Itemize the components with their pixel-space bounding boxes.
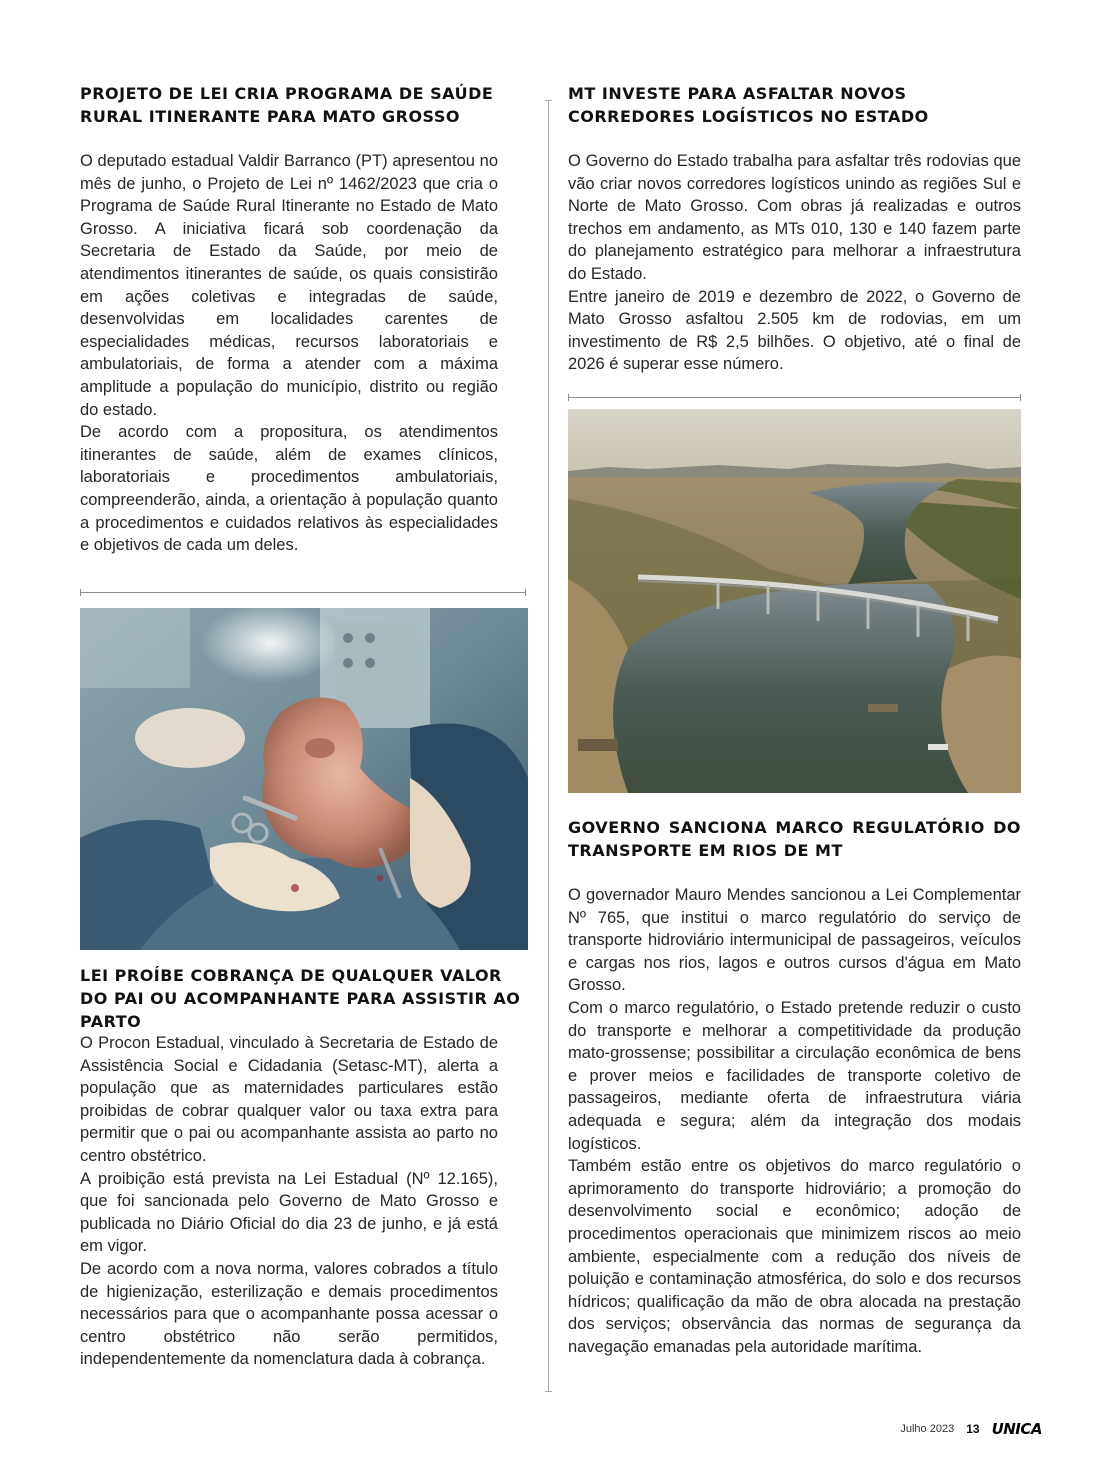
article-body-asfalto [568, 150, 1021, 376]
section-divider [80, 592, 526, 593]
page-number: 13 [966, 1422, 980, 1436]
article-title-marco-regulatorio: GOVERNO SANCIONA MARCO REGULATÓRIO DO TRANSPORTE EM RIOS DE MT [568, 818, 1021, 860]
paragraph: Também estão entre os objetivos do marco regulatório o aprimoramento do transporte hidroviário; a promoção do desenvolvimento social e econômico; adoção de procedimentos operacionais que minimizem riscos ao meio ambiente, especialmente com a redução dos níveis de poluição e contaminação atmosférica, do solo e dos recursos hídricos; qualificação da mão de obra alocada na prestação dos serviços; observância das normas de segurança da navegação emanadas pela autoridade marítima. [568, 1157, 1021, 1356]
paragraph: O Governo do Estado trabalha para asfaltar três rodovias que vão criar novos corredores logísticos unindo as regiões Sul e Norte de Mato Grosso. Com obras já realizadas e outros trechos em andamento, as MTs 010, 130 e 140 fazem parte do planejamento estratégico para melhorar a infraestrutura do Estado. [568, 152, 1021, 283]
issue-date: Julho 2023 [900, 1423, 955, 1435]
newborn-delivery-photo [80, 608, 528, 950]
paragraph: Com o marco regulatório, o Estado pretende reduzir o custo do transporte e melhorar a competitividade da produção mato-grossense; possibilitar a circulação econômica de bens e prover meios e facilidades de transporte coletivo de passageiros, mediante oferta de infraestrutura viária adequada e segura; além da integração dos modais logísticos. [568, 998, 1021, 1153]
article-title-saude-rural: PROJETO DE LEI CRIA PROGRAMA DE SAÚDE RURAL ITINERANTE PARA MATO GROSSO [80, 84, 494, 126]
paragraph: O Procon Estadual, vinculado à Secretaria de Estado de Assistência Social e Cidadania (Setasc-MT), alerta a população que as maternidades particulares estão proibidas de cobrar qualquer valor ou taxa extra para permitir que o pai ou acompanhante assista ao parto no centro obstétrico. [80, 1034, 498, 1165]
river-bridge-aerial-photo [568, 409, 1021, 793]
paragraph: De acordo com a nova norma, valores cobrados a título de higienização, esterilização e demais procedimentos necessários para que o acompanhante possa acessar o centro obstétrico não serão permitidos, independentemente da nomenclatura dada à cobrança. [80, 1259, 498, 1369]
article-title-parto: LEI PROÍBE COBRANÇA DE QUALQUER VALOR DO PAI OU ACOMPANHANTE PARA ASSISTIR AO PARTO [80, 966, 521, 1031]
article-body-parto [80, 1032, 498, 1371]
magazine-logo: UNICA [991, 1420, 1042, 1438]
newborn-photo-illustration [80, 608, 528, 950]
paragraph: O governador Mauro Mendes sancionou a Lei Complementar Nº 765, que institui o marco regulatório do serviço de transporte hidroviário intermunicipal de passageiros, veículos e cargas nos rios, lagos e outros cursos d'água em Mato Grosso. [568, 886, 1021, 995]
paragraph: De acordo com a propositura, os atendimentos itinerantes de saúde, além de exames clínicos, laboratoriais e procedimentos ambulatoriais, compreenderão, ainda, a orientação à população quanto a procedimentos e cuidados relativos às especialidades e objetivos de cada um deles. [80, 423, 498, 555]
article-body-marco-regulatorio [568, 884, 1021, 1358]
article-title-asfalto: MT INVESTE PARA ASFALTAR NOVOS CORREDORES LOGÍSTICOS NO ESTADO [568, 84, 929, 126]
article-body-saude-rural [80, 150, 498, 557]
page-footer [900, 1420, 1042, 1438]
paragraph: Entre janeiro de 2019 e dezembro de 2022, o Governo de Mato Grosso asfaltou 2.505 km de rodovias, em um investimento de R$ 2,5 bilhões. O objetivo, até o final de 2026 é superar esse número. [568, 287, 1021, 374]
paragraph: A proibição está prevista na Lei Estadual (Nº 12.165), que foi sancionada pelo Governo de Mato Grosso e publicada no Diário Oficial do dia 23 de junho, e já está em vigor. [80, 1169, 498, 1256]
section-divider [568, 397, 1021, 398]
river-bridge-illustration [568, 409, 1021, 793]
paragraph: O deputado estadual Valdir Barranco (PT) apresentou no mês de junho, o Projeto de Lei nº 1462/2023 que cria o Programa de Saúde Rural Itinerante no Estado de Mato Grosso. A iniciativa ficará sob coordenação da Secretaria de Estado da Saúde, por meio de atendimentos itinerantes de saúde, os quais consistirão em ações coletivas e integradas de saúde, desenvolvidas em localidades carentes de especialidades médicas, recursos laboratoriais e ambulatoriais, de forma a atender com a máxima amplitude a população do município, distrito ou região do estado. [80, 152, 498, 419]
column-divider [548, 100, 549, 1392]
